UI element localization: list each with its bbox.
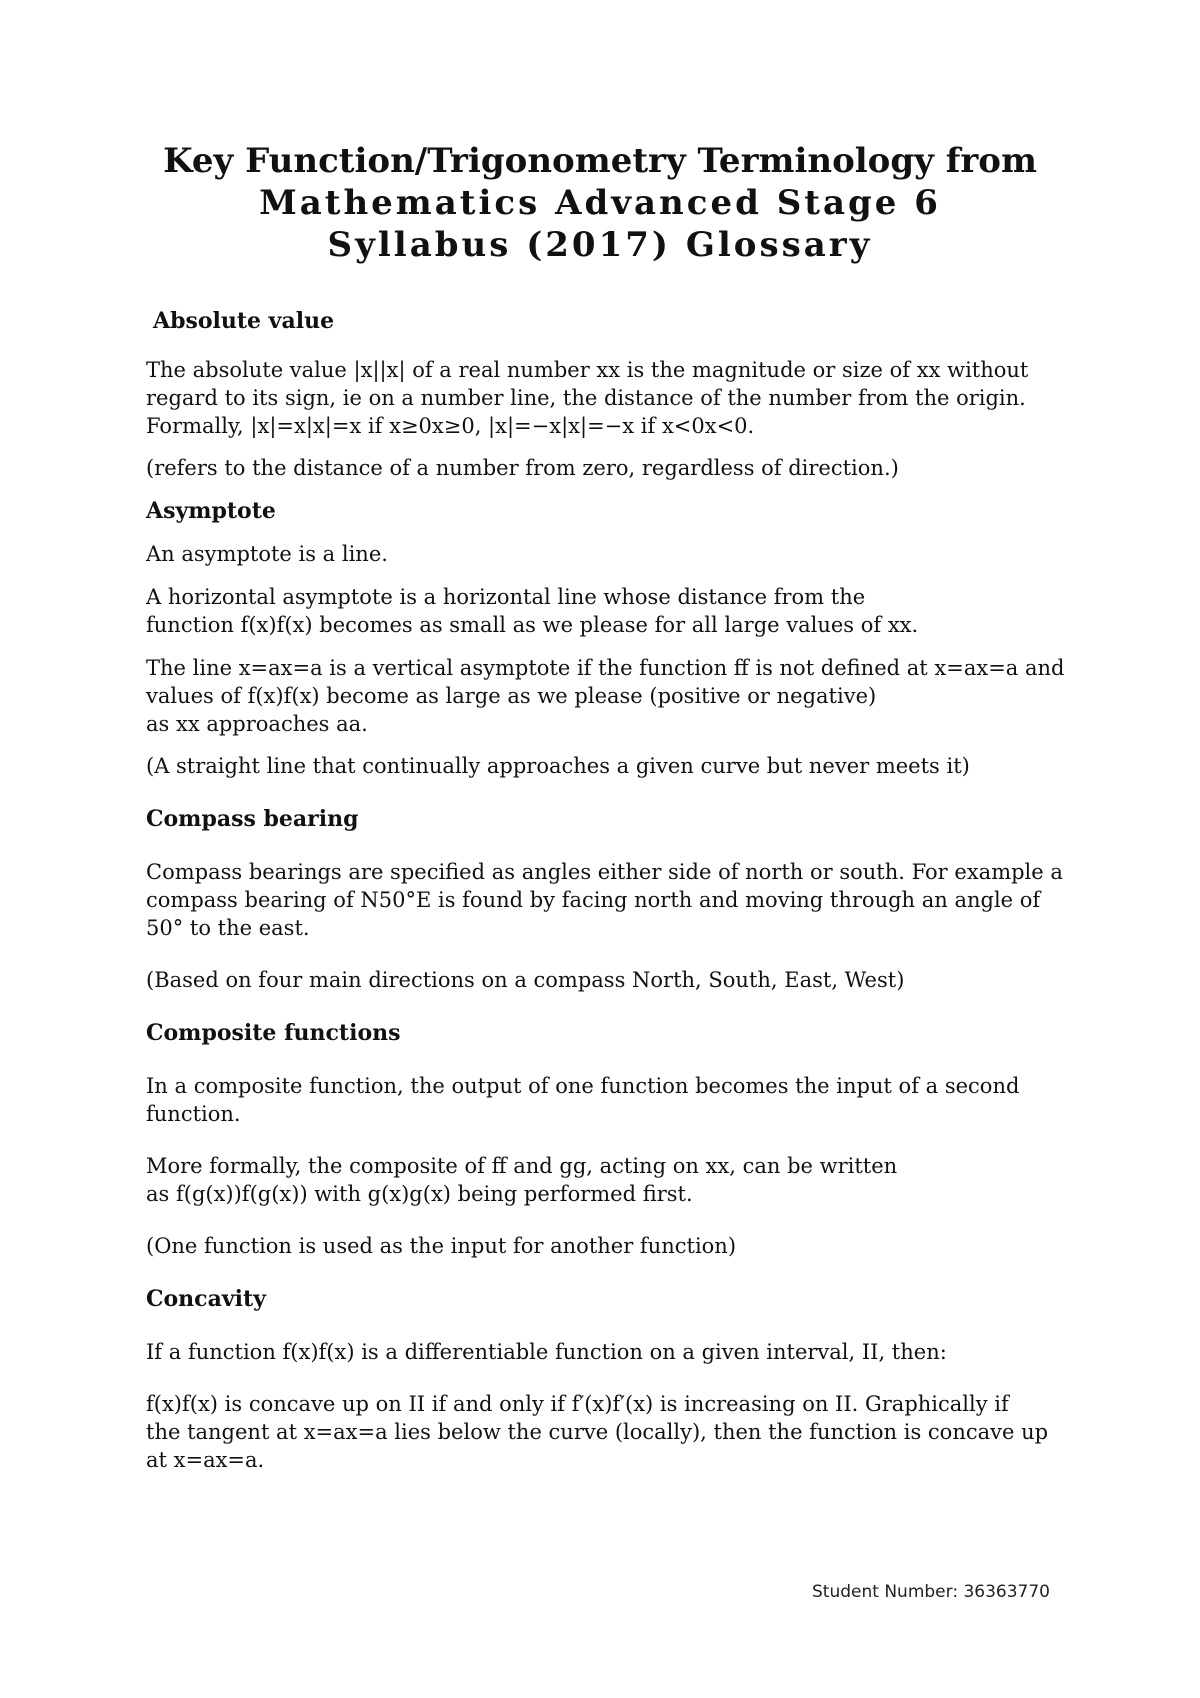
compass-bearing-note: (Based on four main directions on a compass North, South, East, West): [146, 968, 905, 992]
vertical-asymptote-definition: [146, 654, 1066, 738]
glossary-body: [146, 306, 1066, 1474]
composite-functions-note: (One function is used as the input for another function): [146, 1234, 737, 1258]
text-line: function.: [146, 1102, 241, 1126]
term-heading-absolute-value: Absolute value: [153, 308, 335, 334]
composite-functions-definition: [146, 1072, 1066, 1128]
text-line: function f(x)f(x) becomes as small as we please for all large values of xx.: [146, 613, 919, 637]
title-line-1: Key Function/Trigonometry Terminology from: [163, 141, 1037, 181]
term-heading-concavity: Concavity: [146, 1286, 266, 1312]
text-line: as xx approaches aa.: [146, 712, 368, 736]
concave-up-definition: [146, 1390, 1066, 1474]
text-line: the tangent at x=ax=a lies below the curve (locally), then the function is concave up: [146, 1420, 1049, 1444]
title-line-3: Syllabus (2017) Glossary: [327, 225, 873, 265]
text-line: More formally, the composite of ff and gg, acting on xx, can be written: [146, 1154, 898, 1178]
text-line: as f(g(x))f(g(x)) with g(x)g(x) being performed first.: [146, 1182, 693, 1206]
student-number-footer: Student Number: 36363770: [812, 1582, 1050, 1602]
absolute-value-definition: [146, 356, 1066, 440]
document-title: [100, 140, 1100, 266]
term-heading-composite-functions: Composite functions: [146, 1020, 401, 1046]
concavity-definition: If a function f(x)f(x) is a differentiable function on a given interval, II, then:: [146, 1340, 947, 1364]
text-line: The absolute value |x||x| of a real number xx is the magnitude or size of xx without: [146, 358, 1029, 382]
text-line: compass bearing of N50°E is found by facing north and moving through an angle of: [146, 888, 1041, 912]
text-line: values of f(x)f(x) become as large as we please (positive or negative): [146, 684, 877, 708]
term-heading-asymptote: Asymptote: [146, 498, 276, 524]
text-line: regard to its sign, ie on a number line, the distance of the number from the origin.: [146, 386, 1026, 410]
text-line: Formally, |x|=x|x|=x if x≥0x≥0, |x|=−x|x|=−x if x<0x<0.: [146, 414, 755, 438]
absolute-value-note: (refers to the distance of a number from zero, regardless of direction.): [146, 456, 899, 480]
text-line: The line x=ax=a is a vertical asymptote if the function ff is not defined at x=ax=a and: [146, 656, 1065, 680]
text-line: In a composite function, the output of one function becomes the input of a second: [146, 1074, 1020, 1098]
title-line-2: Mathematics Advanced Stage 6: [259, 183, 941, 223]
compass-bearing-definition: [146, 858, 1066, 942]
term-heading-compass-bearing: Compass bearing: [146, 806, 359, 832]
asymptote-definition: An asymptote is a line.: [146, 542, 388, 566]
text-line: at x=ax=a.: [146, 1448, 265, 1472]
composite-functions-formal: [146, 1152, 1066, 1208]
text-line: f(x)f(x) is concave up on II if and only if f′(x)f′(x) is increasing on II. Graphically if: [146, 1392, 1009, 1416]
text-line: A horizontal asymptote is a horizontal line whose distance from the: [146, 585, 866, 609]
horizontal-asymptote-definition: [146, 583, 1066, 639]
text-line: Compass bearings are specified as angles either side of north or south. For example a: [146, 860, 1063, 884]
asymptote-note: (A straight line that continually approaches a given curve but never meets it): [146, 754, 970, 778]
text-line: 50° to the east.: [146, 916, 310, 940]
